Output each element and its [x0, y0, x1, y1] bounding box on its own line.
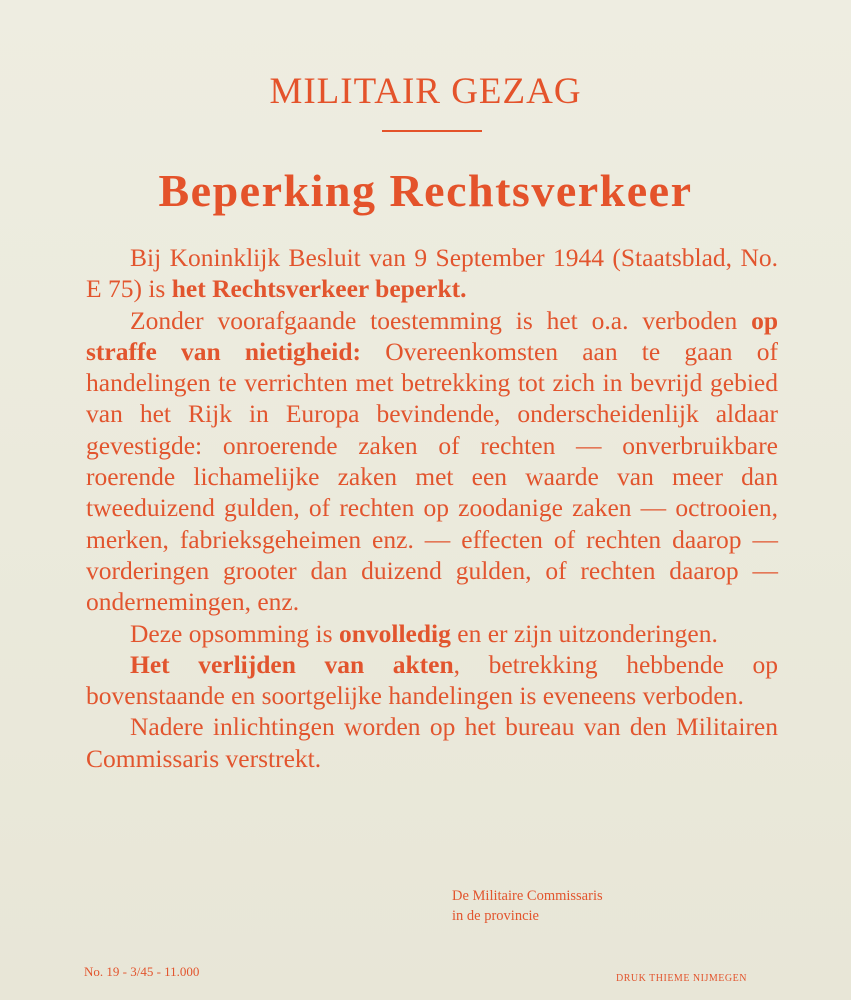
paragraph-4-text: , betrekking hebbende op bovenstaande en soortgelijke handelingen is eveneens verboden.	[86, 649, 778, 711]
paragraph-2-emphasis: op straffe van nietigheid:	[86, 305, 778, 366]
paragraph-1	[86, 242, 778, 305]
paragraph-4-emphasis: Het verlijden van akten	[130, 649, 454, 679]
paragraph-4	[86, 649, 778, 712]
paragraph-2	[86, 305, 778, 618]
signature-line-2: in de provincie	[452, 908, 539, 924]
paragraph-1-emphasis: het Rechtsverkeer beperkt.	[171, 274, 467, 304]
paragraph-5	[86, 711, 778, 774]
header-divider	[382, 130, 482, 132]
paragraph-2-text-rest: Overeenkomsten aan te gaan of handelingen te verrichten met betrekking tot zich in bevrijd gebied van het Rijk in Europa bevindende, onderscheidenlijk aldaar gevestigde: onroerende zaken of rechten — onverbruikbare roerende lichamelijke zaken met een waarde van meer dan tweeduizend gulden, of rechten op zoodanige zaken — octrooien, merken, fabrieksgeheimen enz. — effecten of rechten daarop — vorderingen grooter dan duizend gulden, of rechten daarop — ondernemingen, enz.	[86, 336, 778, 617]
printer-credit: DRUK THIEME NIJMEGEN	[616, 973, 747, 984]
poster-header: MILITAIR GEZAG	[269, 71, 582, 112]
paragraph-2-text-start: Zonder voorafgaande toestemming is het o.a. verboden	[130, 305, 752, 335]
paragraph-3-text-rest: en er zijn uitzonderingen.	[450, 618, 718, 648]
signature-block	[452, 886, 603, 926]
poster-body	[86, 242, 778, 774]
paragraph-3-text-start: Deze opsomming is	[130, 618, 339, 648]
paragraph-3	[86, 618, 778, 649]
paragraph-1-text: Bij Koninklijk Besluit van 9 September 1944 (Staatsblad, No. E 75) is	[86, 243, 778, 304]
print-number: No. 19 - 3/45 - 11.000	[84, 964, 200, 979]
signature-line-1: De Militaire Commissaris	[452, 888, 603, 904]
poster-heading: Beperking Rechtsverkeer	[158, 165, 693, 216]
paragraph-3-emphasis: onvolledig	[338, 618, 451, 648]
paragraph-5-text: Nadere inlichtingen worden op het bureau van den Militairen Commissaris verstrekt.	[86, 712, 778, 773]
